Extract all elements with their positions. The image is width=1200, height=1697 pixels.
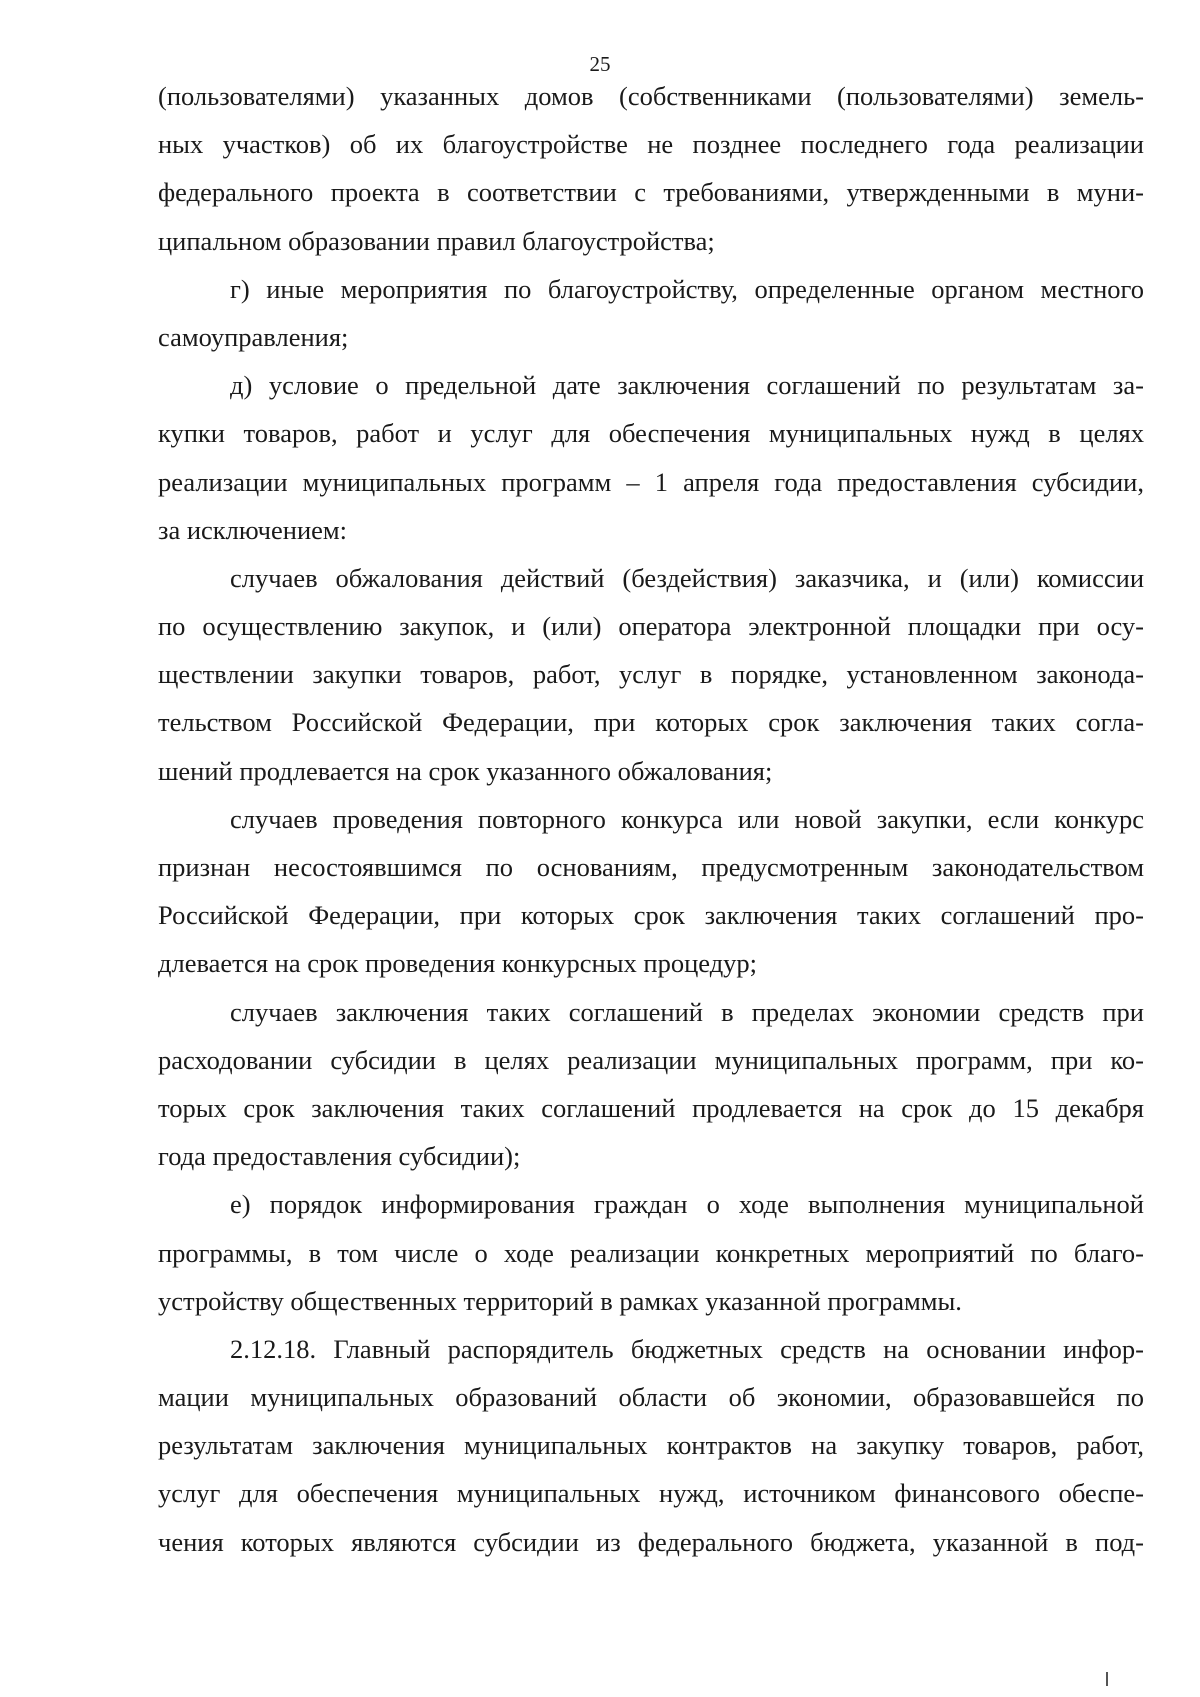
- text-line: (пользователями) указанных домов (собственниками (пользователями) земель-: [158, 81, 1144, 111]
- text-line: ных участков) об их благоустройстве не позднее последнего года реализации: [158, 129, 1144, 160]
- text-line: Российской Федерации, при которых срок заключения таких соглашений про-: [158, 900, 1144, 931]
- text-line: по осуществлению закупок, и (или) оператора электронной площадки при осу-: [158, 611, 1144, 642]
- text-line: устройству общественных территорий в рамках указанной программы.: [158, 1285, 962, 1316]
- text-line: года предоставления субсидии);: [158, 1141, 521, 1172]
- text-line: случаев заключения таких соглашений в пределах экономии средств при: [230, 996, 1144, 1027]
- text-line: признан несостоявшимся по основаниям, предусмотренным законодательством: [158, 852, 1144, 882]
- page-number: 25: [589, 52, 611, 76]
- text-line: случаев обжалования действий (бездействия) заказчика, и (или) комиссии: [230, 562, 1144, 593]
- text-line: длевается на срок проведения конкурсных процедур;: [158, 948, 758, 979]
- text-line: реализации муниципальных программ – 1 апреля года предоставления субсидии,: [158, 466, 1144, 497]
- text-line: ципальном образовании правил благоустройства;: [158, 225, 715, 256]
- text-line: 2.12.18. Главный распорядитель бюджетных средств на основании инфор-: [230, 1333, 1144, 1364]
- text-line: услуг для обеспечения муниципальных нужд, источником финансового обеспе-: [158, 1478, 1144, 1509]
- text-line: случаев проведения повторного конкурса или новой закупки, если конкурс: [230, 803, 1144, 834]
- text-line: федерального проекта в соответствии с требованиями, утвержденными в муни-: [158, 177, 1144, 208]
- text-line: за исключением:: [158, 514, 348, 545]
- text-line: шений продлевается на срок указанного обжалования;: [158, 755, 773, 786]
- text-line: расходовании субсидии в целях реализации муниципальных программ, при ко-: [158, 1044, 1144, 1075]
- text-line: купки товаров, работ и услуг для обеспечения муниципальных нужд в целях: [158, 418, 1144, 449]
- body-text: [158, 72, 1144, 1566]
- text-line: е) порядок информирования граждан о ходе выполнения муниципальной: [230, 1189, 1144, 1220]
- text-line: мации муниципальных образований области об экономии, образовавшейся по: [158, 1382, 1144, 1413]
- text-line: результатам заключения муниципальных контрактов на закупку товаров, работ,: [158, 1430, 1144, 1461]
- scan-mark: [1106, 1672, 1108, 1686]
- text-line: самоуправления;: [158, 321, 349, 352]
- text-line: чения которых являются субсидии из федерального бюджета, указанной в под-: [158, 1526, 1144, 1557]
- text-line: г) иные мероприятия по благоустройству, определенные органом местного: [230, 273, 1144, 304]
- text-line: д) условие о предельной дате заключения соглашений по результатам за-: [230, 370, 1144, 401]
- text-line: тельством Российской Федерации, при которых срок заключения таких согла-: [158, 707, 1144, 738]
- text-line: торых срок заключения таких соглашений продлевается на срок до 15 декабря: [158, 1092, 1144, 1123]
- text-line: ществлении закупки товаров, работ, услуг в порядке, установленном законода-: [158, 659, 1144, 690]
- text-line: программы, в том числе о ходе реализации конкретных мероприятий по благо-: [158, 1237, 1144, 1268]
